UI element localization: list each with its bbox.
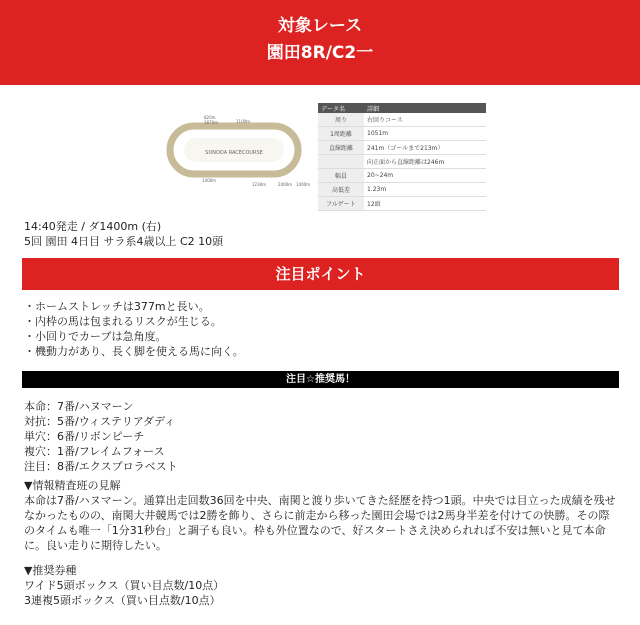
picks-list (24, 399, 178, 474)
header-banner (0, 0, 640, 85)
focus-points-list (24, 299, 244, 359)
bets-heading: ▼推奨券種 (24, 564, 77, 577)
table-cell-value: 1.23m (364, 183, 486, 197)
bets-section (24, 563, 224, 608)
table-row (318, 141, 486, 155)
race-title: 園田8R/C2一 (266, 43, 374, 63)
distance-label: 1400m (296, 182, 311, 187)
list-item: ・小回りでカーブは急角度。 (24, 330, 167, 343)
course-data-table (318, 103, 486, 211)
race-condition: 5回 園田 4日目 サラ系4歳以上 C2 10頭 (24, 235, 224, 248)
track-name: SONODA RACECOURSE (205, 150, 263, 156)
analysis-body: 本命は7番/ハヌマーン。通算出走回数36回を中央、南関と渡り歩いてきた経歴を持つ1頭。中央では目立った成績を残せなかったものの、南関大井競馬では2勝を飾り、さらに前走から移った園田会場では2馬身半差を付けての快勝。その際のタイムも唯一「1分31秒台」と調子も良い。枠も外位置なので、好スタートさえ決められれば不安は無いと見て本命に。良い走りに期待したい。 (24, 494, 616, 552)
list-item: ・ホームストレッチは377mと長い。 (24, 300, 210, 313)
distance-label: 820m (204, 115, 216, 120)
distance-label: 1230m (252, 182, 267, 187)
table-cell-key: 高低差 (318, 183, 364, 197)
distance-label: 2400m (278, 182, 293, 187)
table-cell-key (318, 155, 364, 169)
pick-chuumoku: 注目：8番/エクスプロラベスト (24, 460, 178, 473)
table-cell-key: 周り (318, 113, 364, 127)
table-row (318, 113, 486, 127)
picks-banner: 注目☆推奨馬！ (22, 371, 619, 388)
bet-trio: 3連複5頭ボックス（買い目点数/10点） (24, 594, 221, 607)
table-row (318, 197, 486, 211)
table-cell-key: フルゲート (318, 197, 364, 211)
distance-label: 1870m (204, 120, 219, 125)
table-cell-key: 直線距離 (318, 141, 364, 155)
table-header: 詳細 (364, 103, 486, 113)
pick-honmei: 本命：7番/ハヌマーン (24, 400, 134, 413)
table-cell-value: 向正面から直線距離は246m (364, 155, 486, 169)
table-cell-value: 241m（ゴールまで213m） (364, 141, 486, 155)
table-header-row (318, 103, 486, 113)
table-cell-value: 12頭 (364, 197, 486, 211)
focus-points-banner: 注目ポイント (22, 258, 619, 290)
distance-label: 1400m (202, 178, 217, 183)
table-row (318, 183, 486, 197)
analysis-section (24, 478, 620, 553)
list-item: ・機動力があり、長く脚を使える馬に向く。 (24, 345, 244, 358)
course-map (160, 110, 320, 190)
list-item: ・内枠の馬は包まれるリスクが生じる。 (24, 315, 222, 328)
table-row (318, 155, 486, 169)
bet-wide: ワイド5頭ボックス（買い目点数/10点） (24, 579, 225, 592)
pick-taikou: 対抗：5番/ウィステリアダディ (24, 415, 176, 428)
page-title: 対象レース (277, 16, 363, 36)
distance-label: 1100m (236, 119, 251, 124)
table-cell-value: 1051m (364, 127, 486, 141)
table-cell-value: 20~24m (364, 169, 486, 183)
pick-fukuana: 複穴：1番/フレイムフォース (24, 445, 165, 458)
table-header: データ名 (318, 103, 364, 113)
table-row (318, 127, 486, 141)
pick-tanana: 単穴：6番/リボンピーチ (24, 430, 145, 443)
analysis-heading: ▼情報精査班の見解 (24, 479, 121, 492)
race-time-distance: 14:40発走 / ダ1400m (右) (24, 220, 162, 233)
table-cell-key: 1周距離 (318, 127, 364, 141)
table-row (318, 169, 486, 183)
table-cell-value: 右回りコース (364, 113, 486, 127)
race-info (24, 219, 223, 249)
table-cell-key: 幅員 (318, 169, 364, 183)
